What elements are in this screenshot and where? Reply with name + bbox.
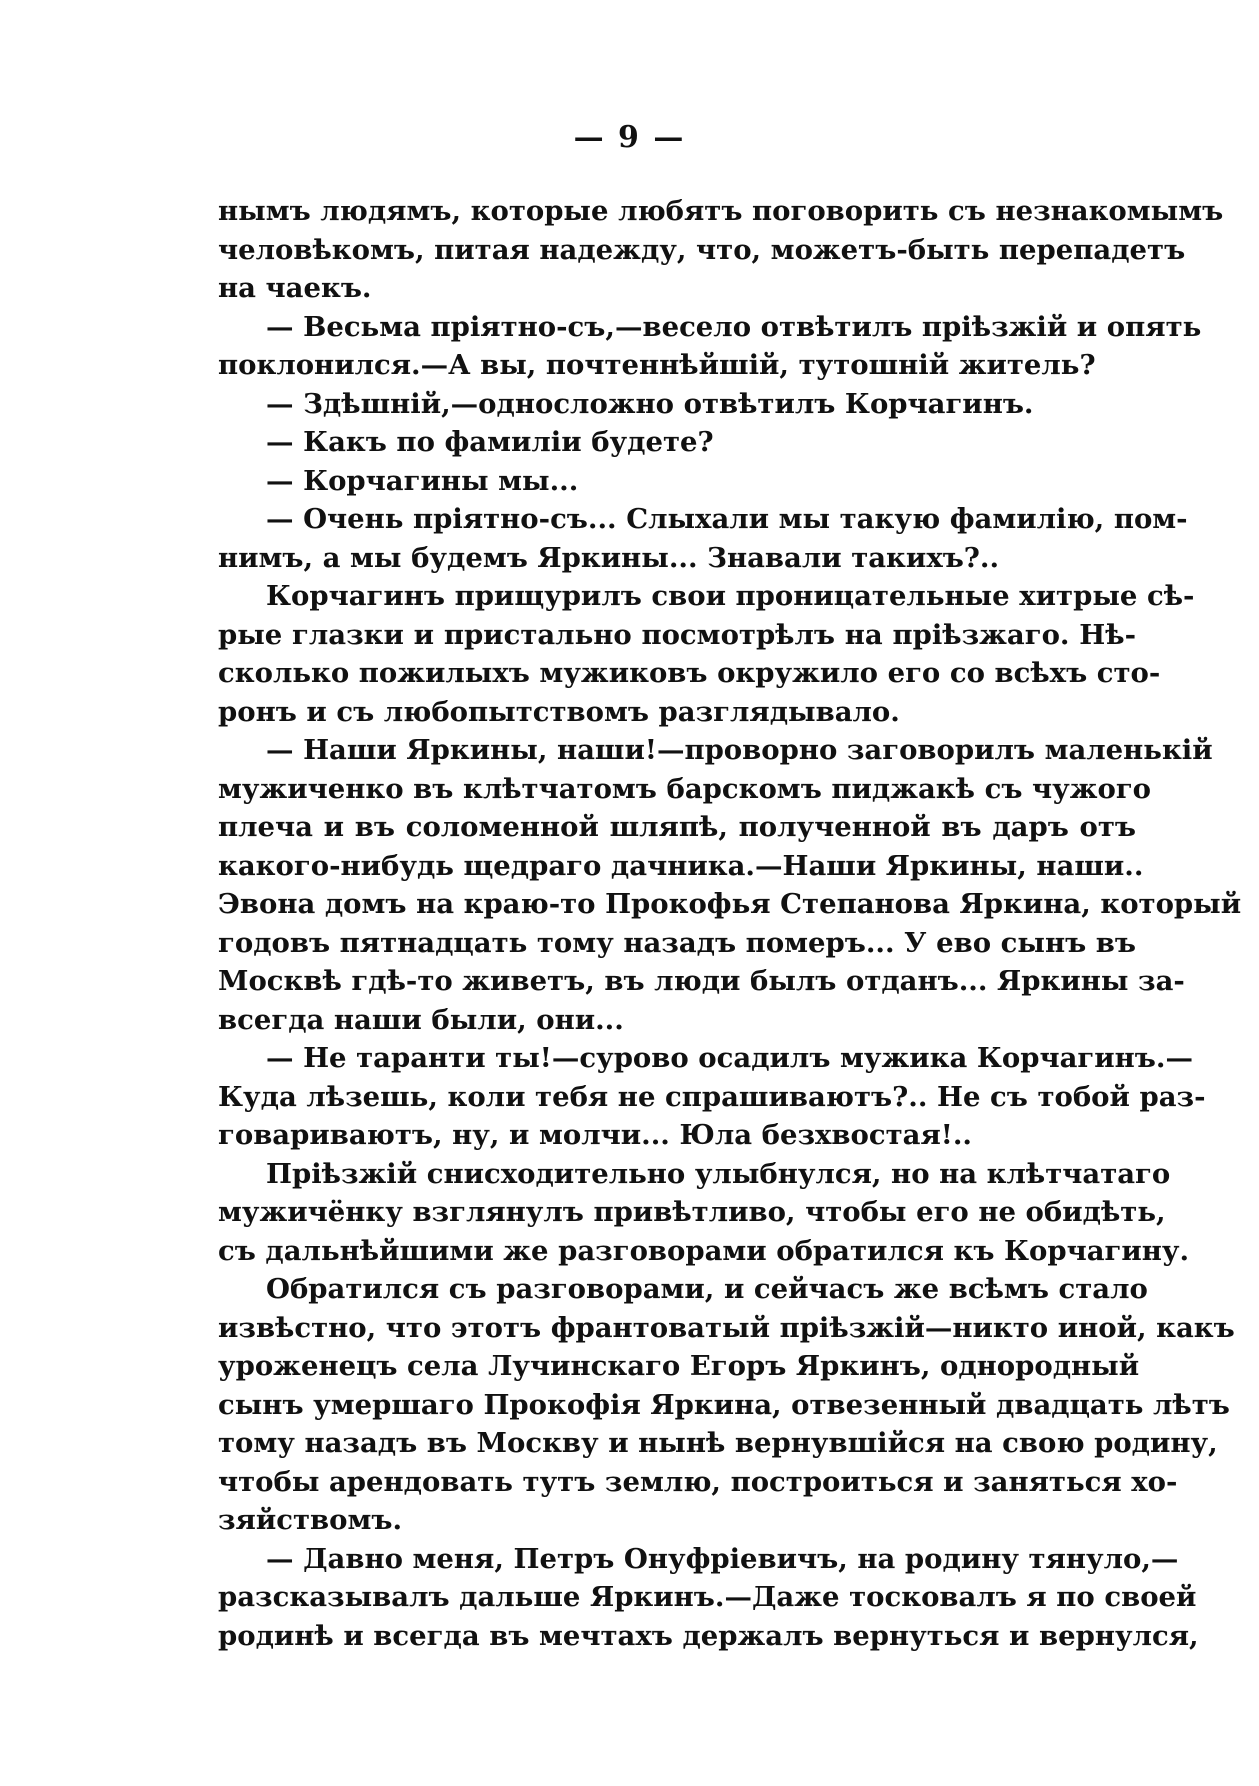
text-line: разсказывалъ дальше Яркинъ.—Даже тосковалъ я по своей [218, 1581, 1197, 1613]
text-line: извѣстно, что этотъ франтоватый пріѣзжій—никто иной, какъ [218, 1311, 1235, 1344]
text-line: — Очень пріятно-съ... Слыхали мы такую фамилію, пом- [266, 503, 1188, 535]
text-line: — Наши Яркины, наши!—проворно заговорилъ маленькій [266, 734, 1213, 766]
text-line: уроженецъ села Лучинскаго Егоръ Яркинъ, однородный [218, 1350, 1140, 1382]
text-line: нымъ людямъ, которые любятъ поговорить съ незнакомымъ [218, 195, 1224, 227]
text-line: — Давно меня, Петръ Онуфріевичъ, на родину тянуло,— [266, 1542, 1179, 1575]
text-line: сколько пожилыхъ мужиковъ окружило его со всѣхъ сто- [218, 657, 1161, 689]
text-line: плеча и въ соломенной шляпѣ, полученной въ даръ отъ [218, 811, 1136, 843]
text-line: тому назадъ въ Москву и нынѣ вернувшійся на свою родину, [218, 1427, 1218, 1459]
text-line: мужиченко въ клѣтчатомъ барскомъ пиджакѣ съ чужого [218, 772, 1152, 805]
text-line: Москвѣ гдѣ-то живетъ, въ люди былъ отданъ... Яркины за- [218, 965, 1185, 997]
text-line: всегда наши были, они... [218, 1003, 624, 1036]
text-line: съ дальнѣйшими же разговорами обратился къ Корчагину. [218, 1234, 1190, 1267]
text-line: сынъ умершаго Прокофія Яркина, отвезенный двадцать лѣтъ [218, 1388, 1230, 1421]
text-line: родинѣ и всегда въ мечтахъ держалъ вернуться и вернулся, [218, 1619, 1199, 1652]
text-line: — Не таранти ты!—сурово осадилъ мужика Корчагинъ.— [266, 1042, 1193, 1074]
text-line: говариваютъ, ну, и молчи... Юла безхвостая!.. [218, 1119, 972, 1151]
text-line: Корчагинъ прищурилъ свои проницательные хитрые сѣ- [266, 580, 1195, 612]
text-line: Пріѣзжій снисходительно улыбнулся, но на клѣтчатаго [266, 1157, 1171, 1190]
text-line: нимъ, а мы будемъ Яркины... Знавали такихъ?.. [218, 541, 1000, 574]
text-line: поклонился.—А вы, почтеннѣйшій, тутошній житель? [218, 349, 1096, 381]
text-line: — Весьма пріятно-съ,—весело отвѣтилъ пріѣзжій и опять [266, 310, 1202, 343]
text-line: какого-нибудь щедраго дачника.—Наши Яркины, наши.. [218, 849, 1144, 882]
body-text [218, 192, 1242, 1655]
text-line: годовъ пятнадцать тому назадъ померъ... У ево сынъ въ [218, 926, 1136, 959]
text-line: Эвона домъ на краю-то Прокофья Степанова Яркина, который [218, 888, 1242, 920]
text-line: рые глазки и пристально посмотрѣлъ на пріѣзжаго. Нѣ- [218, 618, 1136, 651]
text-line: чтобы арендовать тутъ землю, построиться и заняться хо- [218, 1465, 1178, 1498]
text-line: мужичёнку взглянулъ привѣтливо, чтобы его не обидѣть, [218, 1196, 1166, 1228]
text-line: — Здѣшній,—односложно отвѣтилъ Корчагинъ. [266, 387, 1034, 420]
page-number: — 9 — [573, 120, 686, 155]
text-line: ронъ и съ любопытствомъ разглядывало. [218, 695, 900, 728]
text-line: — Какъ по фамиліи будете? [266, 426, 714, 458]
text-line: — Корчагины мы... [266, 464, 579, 497]
text-line: на чаекъ. [218, 272, 372, 304]
text-line: Куда лѣзешь, коли тебя не спрашиваютъ?.. Не съ тобой раз- [218, 1080, 1206, 1113]
text-line: человѣкомъ, питая надежду, что, можетъ-быть перепадетъ [218, 233, 1186, 266]
text-line: Обратился съ разговорами, и сейчасъ же всѣмъ стало [266, 1273, 1148, 1305]
text-line: зяйствомъ. [218, 1504, 403, 1536]
